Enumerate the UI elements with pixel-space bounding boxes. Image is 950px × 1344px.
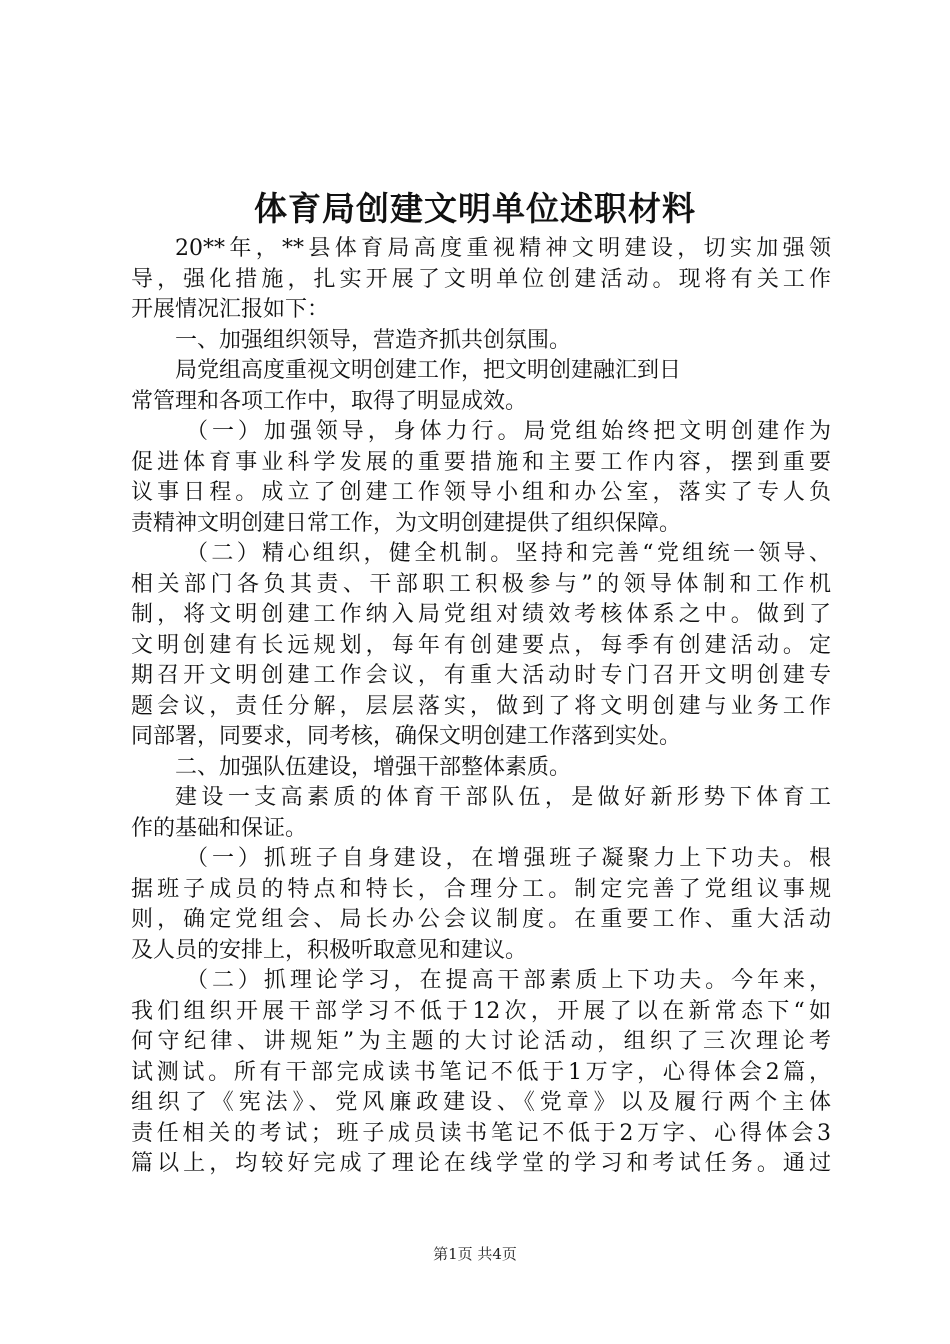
text-line: 相关部门各负其责、干部职工积极参与”的领导体制和工作机 xyxy=(131,571,831,597)
text-line: 作的基础和保证。 xyxy=(131,815,308,841)
text-line: 导，强化措施，扎实开展了文明单位创建活动。现将有关工作 xyxy=(131,266,831,292)
text-line: 期召开文明创建工作会议，有重大活动时专门召开文明创建专 xyxy=(131,663,831,688)
text-line: 则，确定党组会、局长办公会议制度。在重要工作、重大活动 xyxy=(131,907,831,932)
subsection-line: （二）抓理论学习，在提高干部素质上下功夫。今年来， xyxy=(186,968,831,993)
text-line: 议事日程。成立了创建工作领导小组和办公室，落实了专人负 xyxy=(131,480,831,505)
text-line: 责任相关的考试；班子成员读书笔记不低于2万字、心得体会3 xyxy=(131,1120,831,1146)
section-heading: 一、加强组织领导，营造齐抓共创氛围。 xyxy=(175,327,572,353)
text-line: 据班子成员的特点和特长，合理分工。制定完善了党组议事规 xyxy=(131,876,831,902)
text-line: 文明创建有长远规划，每年有创建要点，每季有创建活动。定 xyxy=(131,632,831,658)
text-line: 组织了《宪法》、党风廉政建设、《党章》以及履行两个主体 xyxy=(131,1090,831,1115)
text-line: 试测试。所有干部完成读书笔记不低于1万字，心得体会2篇， xyxy=(131,1059,831,1085)
page-footer: 第1页 共4页 xyxy=(433,1245,517,1263)
text-line: 何守纪律、讲规矩”为主题的大讨论活动，组织了三次理论考 xyxy=(131,1029,831,1054)
text-line: 局党组高度重视文明创建工作，把文明创建融汇到日 xyxy=(175,358,682,383)
text-line: 篇以上，均较好完成了理论在线学堂的学习和考试任务。通过 xyxy=(131,1151,831,1176)
document-title: 体育局创建文明单位述职材料 xyxy=(254,189,696,228)
text-line: 题会议，责任分解，层层落实，做到了将文明创建与业务工作 xyxy=(131,693,831,719)
text-line: 建设一支高素质的体育干部队伍，是做好新形势下体育工 xyxy=(175,785,831,810)
text-line: 我们组织开展干部学习不低于12次，开展了以在新常态下“如 xyxy=(131,998,831,1024)
document-body xyxy=(131,234,831,1180)
text-line: 促进体育事业科学发展的重要措施和主要工作内容，摆到重要 xyxy=(131,449,831,475)
text-line: 及人员的安排上，积极听取意见和建议。 xyxy=(131,937,528,963)
subsection-line: （一）加强领导，身体力行。局党组始终把文明创建作为 xyxy=(186,419,831,444)
text-line: 常管理和各项工作中，取得了明显成效。 xyxy=(131,388,528,414)
text-line: 开展情况汇报如下： xyxy=(131,297,330,322)
section-heading: 二、加强队伍建设，增强干部整体素质。 xyxy=(175,754,572,780)
text-line: 20**年，**县体育局高度重视精神文明建设，切实加强领 xyxy=(175,236,831,261)
subsection-line: （一）抓班子自身建设，在增强班子凝聚力上下功夫。根 xyxy=(186,846,831,871)
text-line: 同部署，同要求，同考核，确保文明创建工作落到实处。 xyxy=(131,724,682,749)
subsection-line: （二）精心组织，健全机制。坚持和完善“党组统一领导、 xyxy=(186,541,831,566)
text-line: 责精神文明创建日常工作，为文明创建提供了组织保障。 xyxy=(131,510,682,536)
text-line: 制，将文明创建工作纳入局党组对绩效考核体系之中。做到了 xyxy=(131,602,831,627)
